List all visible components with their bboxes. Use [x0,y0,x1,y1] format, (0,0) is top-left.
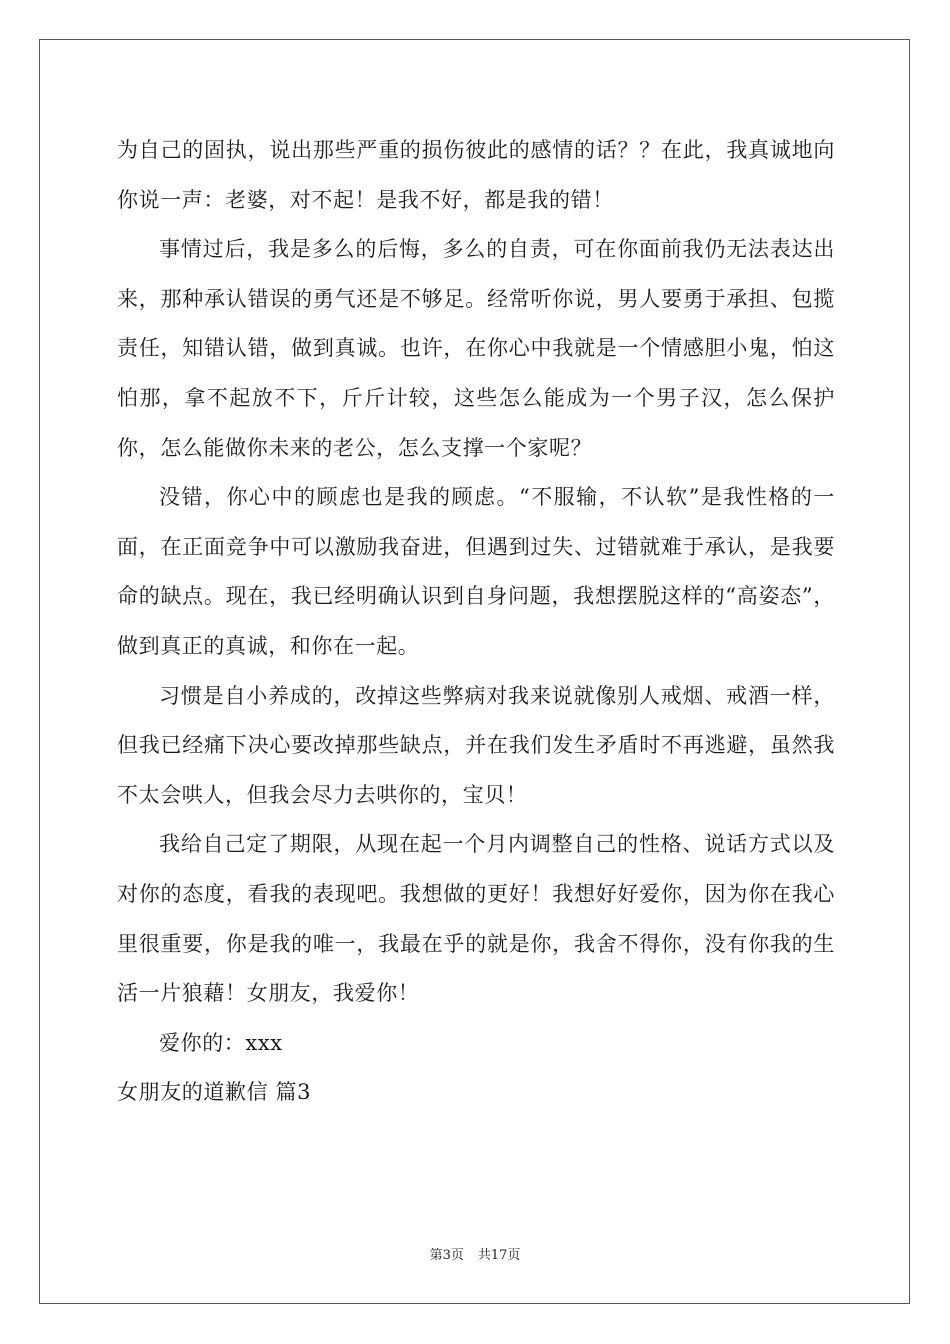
paragraph-4: 习惯是自小养成的，改掉这些弊病对我来说就像别人戒烟、戒酒一样，但我已经痛下决心要改掉那些缺点，并在我们发生矛盾时不再逃避，虽然我不太会哄人，但我会尽力去哄你的，宝贝！ [117,683,835,807]
page-number: 第3页 [429,1248,464,1263]
section-heading: 女朋友的道歉信 篇3 [117,1080,312,1105]
signature: 爱你的：xxx [159,1030,283,1055]
paragraph-2: 事情过后，我是多么的后悔，多么的自责，可在你面前我仍无法表达出来，那种承认错误的勇气还是不够足。经常听你说，男人要勇于承担、包揽责任，知错认错，做到真诚。也许，在你心中我就是一个情感胆小鬼，怕这怕那，拿不起放不下，斤斤计较，这些怎么能成为一个男子汉，怎么保护你，怎么能做你未来的老公，怎么支撑一个家呢？ [117,237,835,460]
page-total: 共17页 [477,1248,521,1263]
paragraph-1: 为自己的固执，说出那些严重的损伤彼此的感情的话？？在此，我真诚地向你说一声：老婆，对不起！是我不好，都是我的错！ [117,138,835,212]
paragraph-3: 没错，你心中的顾虑也是我的顾虑。“不服输，不认软”是我性格的一面，在正面竞争中可以激励我奋进，但遇到过失、过错就难于承认，是我要命的缺点。现在，我已经明确认识到自身问题，我想摆脱这样的“高姿态”，做到真正的真诚，和你在一起。 [117,485,835,658]
document-body [117,126,835,1118]
paragraph-5: 我给自己定了期限，从现在起一个月内调整自己的性格、说话方式以及对你的态度，看我的表现吧。我想做的更好！我想好好爱你，因为你在我心里很重要，你是我的唯一，我最在乎的就是你，我舍不得你，没有你我的生活一片狼藉！女朋友，我爱你！ [117,832,835,1006]
page-footer [0,1246,950,1266]
